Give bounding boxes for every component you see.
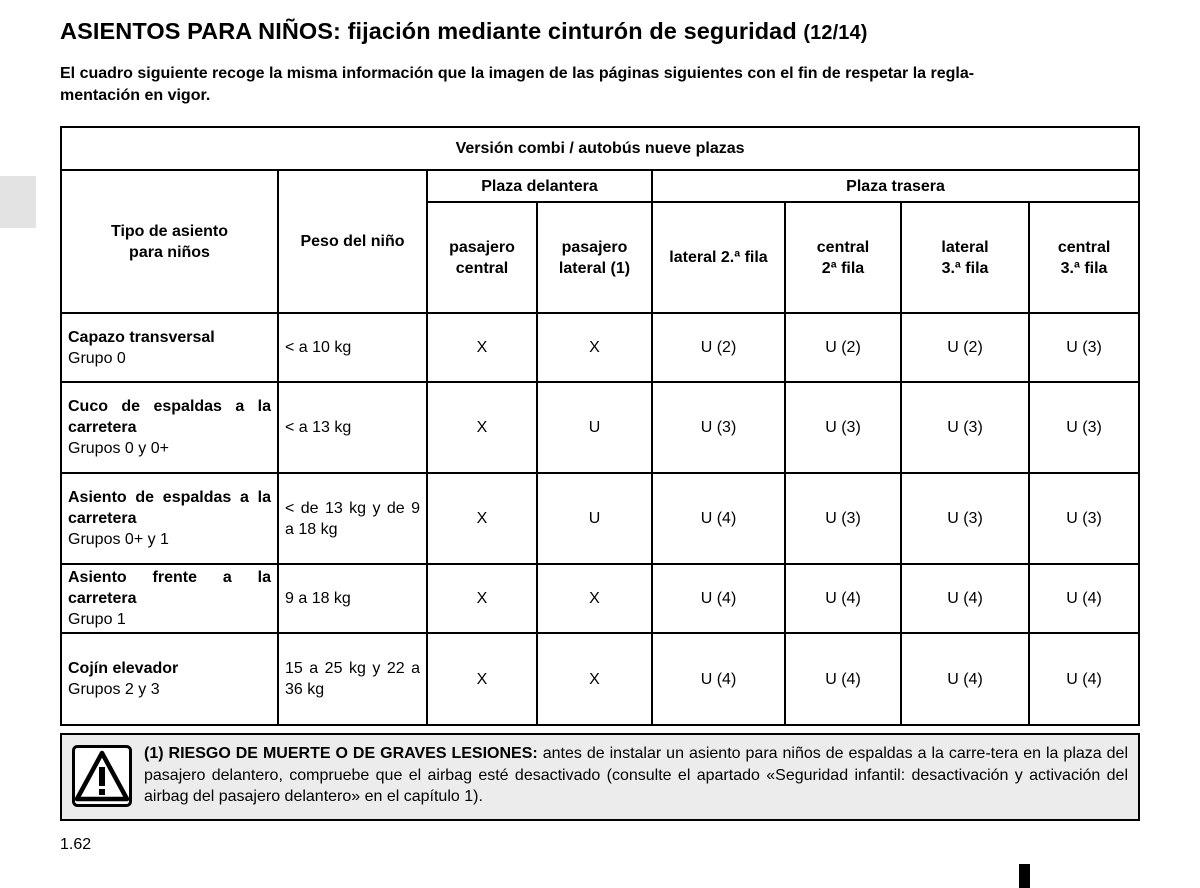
suitability-cell: U (2) <box>652 313 785 382</box>
intro-line-1: El cuadro siguiente recoge la misma información que la imagen de las páginas siguientes con el fin de respetar la regla- <box>60 65 975 82</box>
suitability-cell: U (3) <box>652 382 785 473</box>
seat-type-name: Asiento frente a la carretera <box>68 569 271 607</box>
warning-triangle-icon <box>72 745 132 807</box>
chapter-side-tab <box>0 176 36 228</box>
page-number: 1.62 <box>60 836 92 853</box>
table-row <box>61 313 1139 382</box>
suitability-cell: U (4) <box>785 564 901 633</box>
weight-cell: 15 a 25 kg y 22 a 36 kg <box>278 633 427 725</box>
suitability-cell: U (4) <box>1029 564 1139 633</box>
warning-heading: (1) RIESGO DE MUERTE O DE GRAVES LESIONES: <box>144 745 538 762</box>
suitability-cell: U (4) <box>901 564 1029 633</box>
weight-cell: 9 a 18 kg <box>278 564 427 633</box>
suitability-cell: U (4) <box>1029 633 1139 725</box>
suitability-cell: U (3) <box>1029 382 1139 473</box>
intro-paragraph <box>60 63 1142 106</box>
seat-group: Grupo 1 <box>68 611 126 628</box>
suitability-cell: U (4) <box>785 633 901 725</box>
table-row <box>61 382 1139 473</box>
table-row <box>61 564 1139 633</box>
warning-text <box>144 743 1128 808</box>
weight-cell: < de 13 kg y de 9 a 18 kg <box>278 473 427 564</box>
subheader-cell: pasajero central <box>427 202 537 313</box>
suitability-cell: X <box>537 564 652 633</box>
seat-type-name: Cuco de espaldas a la carretera <box>68 398 271 436</box>
suitability-cell: U (3) <box>1029 313 1139 382</box>
header-seat-type: Tipo de asiento para niños <box>61 170 278 313</box>
suitability-cell: U (3) <box>1029 473 1139 564</box>
suitability-cell: U (2) <box>785 313 901 382</box>
seat-group: Grupo 0 <box>68 349 126 367</box>
seat-type-name: Capazo transversal <box>68 328 215 346</box>
table-row <box>61 633 1139 725</box>
subheader-cell: central 2ª fila <box>785 202 901 313</box>
seat-type-cell <box>61 564 278 633</box>
subheader-cell: central 3.ª fila <box>1029 202 1139 313</box>
suitability-cell: X <box>427 564 537 633</box>
suitability-cell: X <box>537 633 652 725</box>
header-weight: Peso del niño <box>278 170 427 313</box>
suitability-cell: X <box>427 313 537 382</box>
header-rear-seat: Plaza trasera <box>652 170 1139 202</box>
subheader-cell: lateral 2.ª fila <box>652 202 785 313</box>
seat-group: Grupos 0+ y 1 <box>68 531 169 548</box>
suitability-cell: U (4) <box>652 564 785 633</box>
seat-group: Grupos 2 y 3 <box>68 681 160 698</box>
suitability-cell: U (4) <box>901 633 1029 725</box>
seat-type-cell <box>61 633 278 725</box>
suitability-cell: U (3) <box>901 473 1029 564</box>
warning-box <box>60 733 1140 821</box>
suitability-cell: U (2) <box>901 313 1029 382</box>
suitability-cell: X <box>427 382 537 473</box>
suitability-cell: U (3) <box>785 382 901 473</box>
suitability-cell: U (4) <box>652 473 785 564</box>
suitability-cell: X <box>427 633 537 725</box>
weight-cell: < a 10 kg <box>278 313 427 382</box>
suitability-cell: X <box>537 313 652 382</box>
seat-type-name: Asiento de espaldas a la carretera <box>68 489 271 527</box>
seat-type-cell <box>61 313 278 382</box>
subheader-cell: pasajero lateral (1) <box>537 202 652 313</box>
seat-group: Grupos 0 y 0+ <box>68 440 169 457</box>
seat-type-name: Cojín elevador <box>68 660 179 677</box>
seat-type-cell <box>61 382 278 473</box>
table-caption: Versión combi / autobús nueve plazas <box>61 127 1139 170</box>
table-row <box>61 473 1139 564</box>
page-title-text: ASIENTOS PARA NIÑOS: fijación mediante cinturón de seguridad <box>60 18 797 44</box>
child-seat-table <box>60 126 1140 726</box>
intro-line-2: mentación en vigor. <box>60 86 211 104</box>
page-title <box>60 18 868 45</box>
header-front-seat: Plaza delantera <box>427 170 652 202</box>
suitability-cell: U (3) <box>901 382 1029 473</box>
page-edge-mark <box>1019 864 1030 888</box>
suitability-cell: U <box>537 382 652 473</box>
subheader-cell: lateral 3.ª fila <box>901 202 1029 313</box>
seat-type-cell <box>61 473 278 564</box>
page-title-suffix: (12/14) <box>803 22 868 44</box>
suitability-cell: U (3) <box>785 473 901 564</box>
suitability-cell: U (4) <box>652 633 785 725</box>
weight-cell: < a 13 kg <box>278 382 427 473</box>
suitability-cell: U <box>537 473 652 564</box>
suitability-cell: X <box>427 473 537 564</box>
warning-body: antes de instalar un asiento para niños de espaldas a la carre-tera en la plaza del pasajero delantero, compruebe que el airbag esté desactivado (consulte el apartado «Seguridad infantil: desactivación y activación del airbag del pasajero delantero» en el capítulo 1). <box>144 745 1129 805</box>
